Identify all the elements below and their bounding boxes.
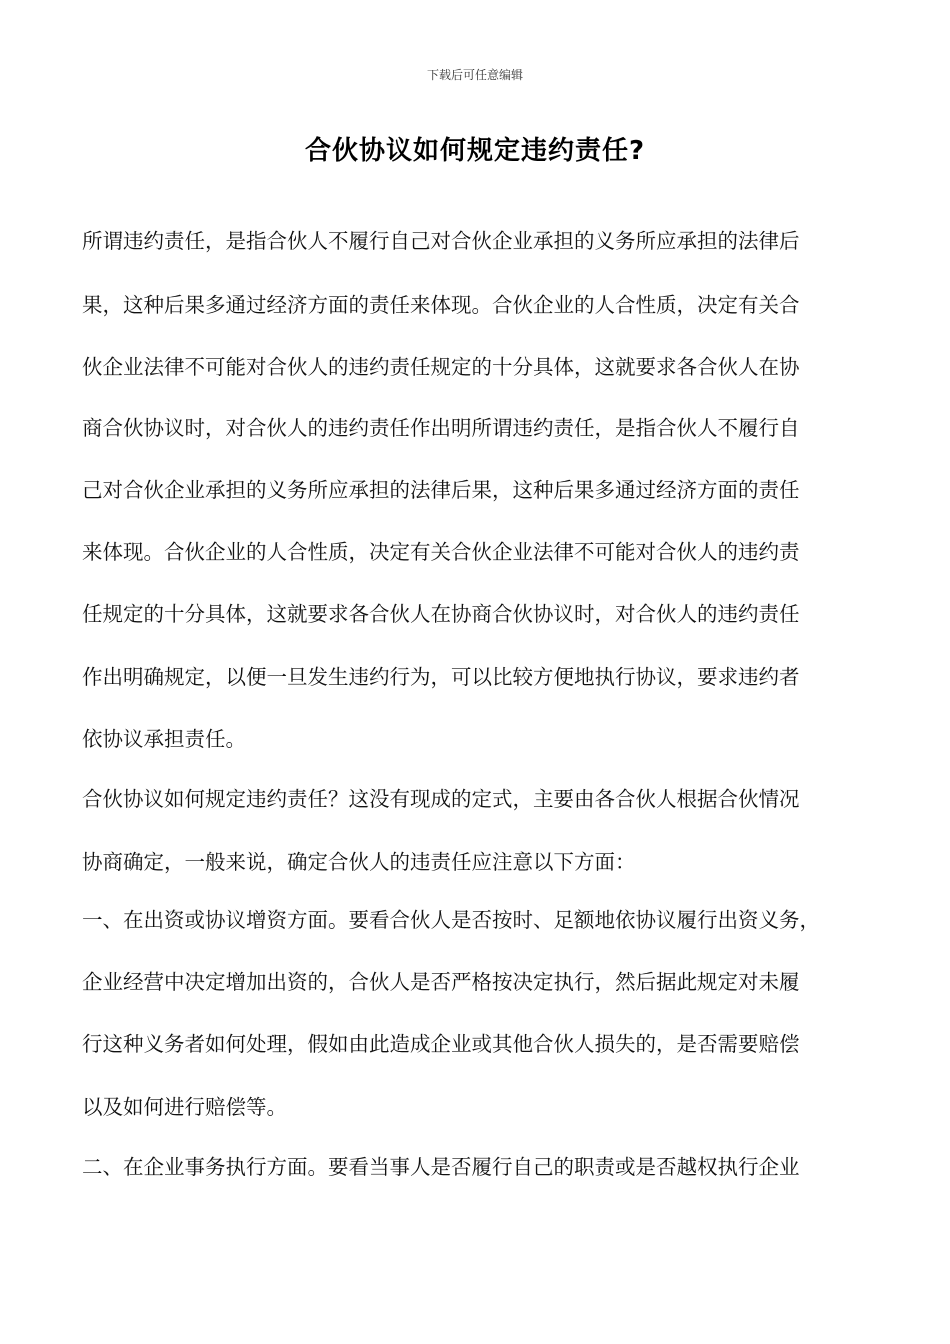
body-line: 依协议承担责任。 xyxy=(82,727,246,751)
body-line: 二、在企业事务执行方面。要看当事人是否履行自己的职责或是否越权执行企业 xyxy=(82,1155,800,1179)
body-line: 一、在出资或协议增资方面。要看合伙人是否按时、足额地依协议履行出资义务， xyxy=(82,908,820,932)
body-line: 协商确定，一般来说，确定合伙人的违责任应注意以下方面： xyxy=(82,850,636,874)
document-title: 合伙协议如何规定违约责任? xyxy=(304,136,646,166)
body-line: 企业经营中决定增加出资的，合伙人是否严格按决定执行，然后据此规定对未履 xyxy=(82,970,800,994)
body-line: 合伙协议如何规定违约责任？这没有现成的定式，主要由各合伙人根据合伙情况 xyxy=(82,787,800,811)
body-line: 伙企业法律不可能对合伙人的违约责任规定的十分具体，这就要求各合伙人在协 xyxy=(82,355,800,379)
body-line: 任规定的十分具体，这就要求各合伙人在协商合伙协议时，对合伙人的违约责任 xyxy=(82,602,800,626)
body-line: 商合伙协议时，对合伙人的违约责任作出明所谓违约责任，是指合伙人不履行自 xyxy=(82,416,800,440)
body-line: 所谓违约责任，是指合伙人不履行自己对合伙企业承担的义务所应承担的法律后 xyxy=(82,229,800,253)
body-line: 行这种义务者如何处理，假如由此造成企业或其他合伙人损失的，是否需要赔偿 xyxy=(82,1032,800,1056)
header-note: 下载后可任意编辑 xyxy=(426,68,523,82)
body-line: 果，这种后果多通过经济方面的责任来体现。合伙企业的人合性质，决定有关合 xyxy=(82,293,800,317)
body-line: 来体现。合伙企业的人合性质，决定有关合伙企业法律不可能对合伙人的违约责 xyxy=(82,540,800,564)
body-line: 作出明确规定，以便一旦发生违约行为，可以比较方便地执行协议，要求违约者 xyxy=(82,665,800,689)
body-line: 以及如何进行赔偿等。 xyxy=(82,1095,287,1119)
body-line: 己对合伙企业承担的义务所应承担的法律后果，这种后果多通过经济方面的责任 xyxy=(82,478,800,502)
